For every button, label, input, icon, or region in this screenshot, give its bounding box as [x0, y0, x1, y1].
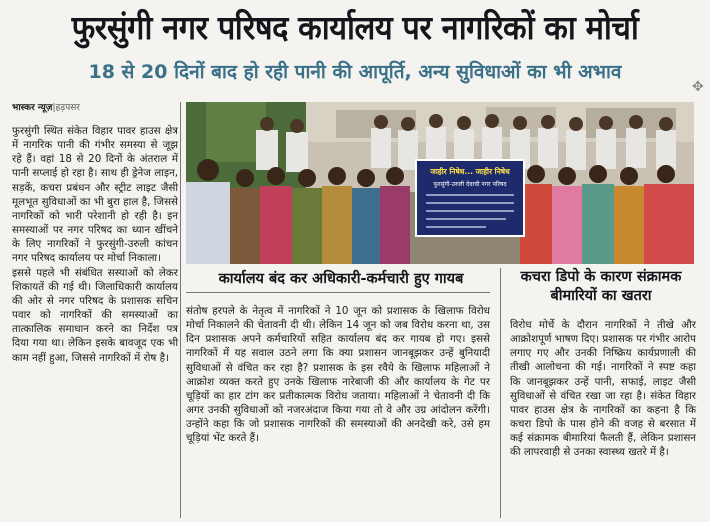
- divider: [186, 292, 490, 293]
- section-2-body: विरोध मोर्चे के दौरान नागरिकों ने तीखे और आक्रोशपूर्ण भाषण दिए। प्रशासक पर गंभीर आरोप लगाए गए और उनकी निष्क्रिय कार्यप्रणाली की तीखी आलोचना की गई। नागरिकों ने स्पष्ट कहा कि जानबूझकर उन्हें पानी, सफाई, लाइट जैसी सुविधाओं से वंचित रखा जा रहा है। संकेत विहार पावर हाउस क्षेत्र के नागरिकों का कहना है कि कचरा डिपो के पास होने की वजह से बरसात में कई संक्रामक बीमारियां फैलती हैं, लेकिन प्रशासन की लापरवाही से उनका स्वास्थ्य खतरे में है।: [510, 319, 696, 459]
- byline-source: भास्कर न्यूज़: [12, 103, 53, 113]
- section-2-heading: कचरा डिपो के कारण संक्रामक बीमारियों का खतरा: [520, 269, 682, 304]
- left-column: [12, 124, 178, 365]
- protest-photo: [186, 102, 694, 264]
- subheadline: 18 से 20 दिनों बाद हो रही पानी की आपूर्ति, अन्य सुविधाओं का भी अभाव: [88, 61, 622, 83]
- left-paragraph-1: फुरसुंगी स्थित संकेत विहार पावर हाउस क्षेत्र में नागरिक पानी की गंभीर समस्या से जूझ रहे हैं। वहां 18 से 20 दिनों के अंतराल में पानी सप्लाई हो रहा है। साथ ही ड्रेनेज लाइन, सड़कें, कचरा प्रबंधन और स्ट्रीट लाइट जैसी मूलभूत सुविधाओं का भी बुरा हाल है, जिससे नागरिकों को भारी परेशानी हो रही है। इन समस्याओं पर नगर परिषद का ध्यान खींचने के लिए नागरिकों ने फुरसुंगी-उरुली कांचन नगर परिषद कार्यालय पर मोर्चा निकाला।: [12, 125, 178, 265]
- banner-subtitle: फुरसुंगी-उरुली देवाची नगर परिषद: [433, 181, 507, 188]
- section-1-body: संतोष हरपले के नेतृत्व में नागरिकों ने 10 जून को प्रशासक के खिलाफ विरोध मोर्चा निकालने की चेतावनी दी थी। लेकिन 14 जून को जब विरोध करना था, उस दिन प्रशासक अपने कर्मचारियों सहित कार्यालय बंद कर गायब हो गए। इससे नागरिकों में यह सवाल उठने लगा कि क्या प्रशासन जानबूझकर उन्हें बुनियादी सुविधाओं से वंचित कर रहा है? प्रशासक के इस रवैये के खिलाफ महिलाओं ने आक्रोश व्यक्त करते हुए उनके खिलाफ नारेबाजी की और कार्यालय के गेट पर चूड़ियों का हार टांग कर प्रतीकात्मक विरोध जताया। महिलाओं ने चेतावनी दी कि अगर उनकी सुविधाओं को नजरअंदाज किया गया तो वे और उग्र आंदोलन करेंगी। उन्होंने कहा कि जो प्रशासक नागरिकों की समस्याओं की अनदेखी करे, उसे हम चूड़ियां भेंट करते हैं।: [186, 305, 490, 445]
- section-1-heading: कार्यालय बंद कर अधिकारी-कर्मचारी हुए गायब: [218, 271, 464, 287]
- banner-title: जाहीर निषेध... जाहीर निषेध: [430, 167, 510, 176]
- column-divider-left: [180, 102, 181, 518]
- protest-banner: [416, 160, 524, 236]
- left-paragraph-2: इससे पहले भी संबंधित सस्याओं को लेकर शिकायतें की गई थी। जिलाधिकारी कार्यालय की ओर से नगर परिषद के प्रशासक सचिन पवार को नागरिकों की समस्याओं का तात्कालिक समाधान करने का निर्देश पत्र दिया गया था। लेकिन इसके बावजूद एक भी काम नहीं हुआ, जिससे नागरिकों में रोष है।: [12, 266, 178, 364]
- refresh-icon: ✥: [692, 79, 704, 95]
- headline: फुरसुंगी नगर परिषद कार्यालय पर नागरिकों का मोर्चा: [71, 8, 639, 47]
- byline: भास्कर न्यूज़|हड़पसर: [12, 103, 80, 113]
- column-divider: [500, 268, 501, 518]
- byline-city: हड़पसर: [55, 103, 80, 113]
